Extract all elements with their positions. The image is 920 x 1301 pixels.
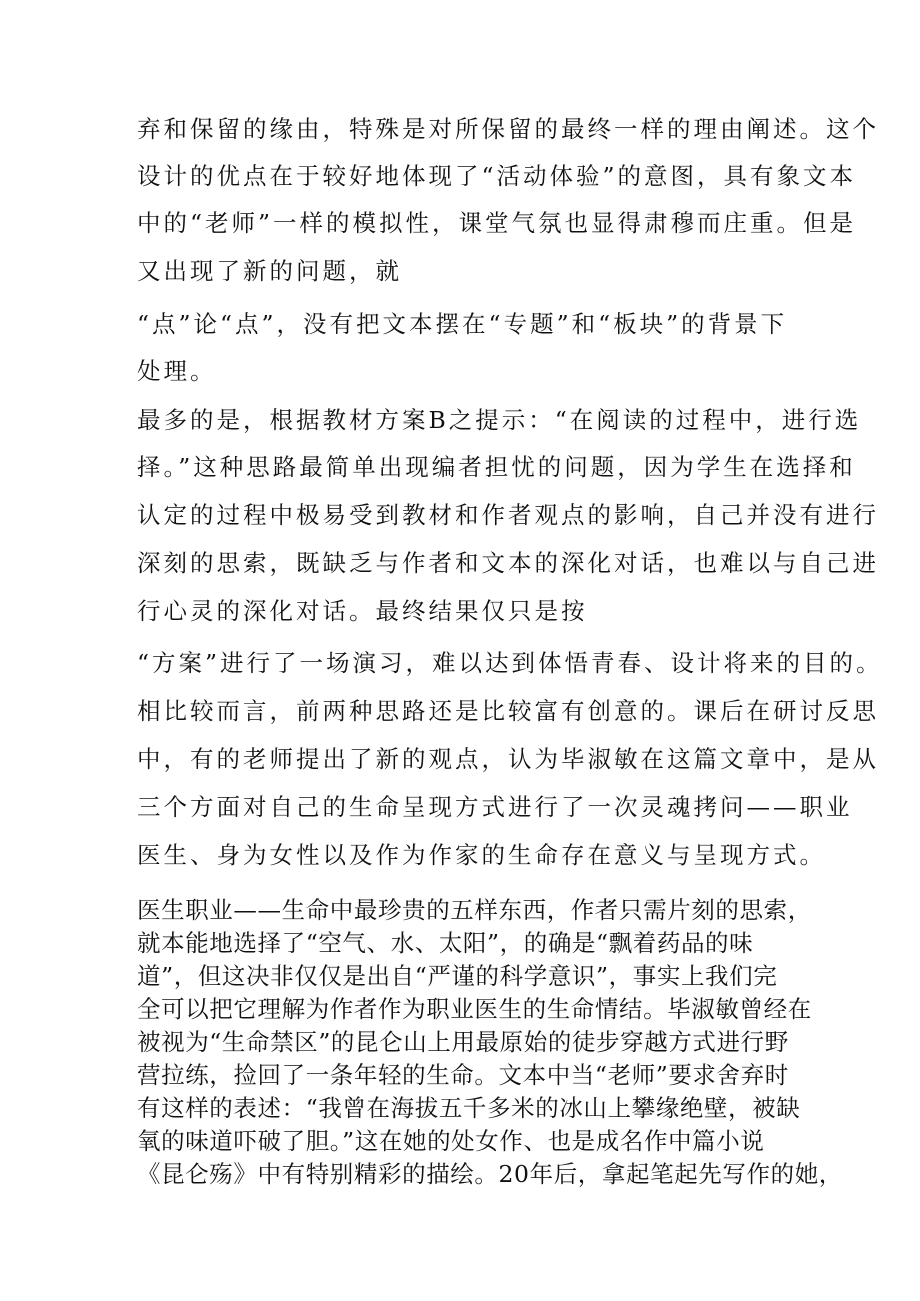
text-line: 最多的是，根据教材方案B之提示：“在阅读的过程中，进行选 (137, 406, 862, 434)
text-line: “点”论“点”，没有把文本摆在“专题”和“板块”的背景下 (137, 310, 788, 338)
text-line: “方案”进行了一场演习，难以达到体悟青春、设计将来的目的。 (137, 649, 883, 677)
text-line: 氧的味道吓破了胆。”这在她的处女作、也是成名作中篇小说 (137, 1127, 765, 1155)
text-line: 被视为“生命禁区”的昆仑山上用最原始的徒步穿越方式进行野 (137, 1028, 789, 1056)
text-line: 就本能地选择了“空气、水、太阳”，的确是“飘着药品的味 (137, 929, 754, 957)
text-line: 深刻的思索，既缺乏与作者和文本的深化对话，也难以与自己进 (137, 549, 879, 577)
text-line: 择。”这种思路最简单出现编者担忧的问题，因为学生在选择和 (137, 453, 856, 481)
text-line: 行心灵的深化对话。最终结果仅只是按 (137, 597, 588, 625)
text-line: 全可以把它理解为作者作为职业医生的生命情结。毕淑敏曾经在 (137, 995, 812, 1023)
text-line: 中的“老师”一样的模拟性，课堂气氛也显得肃穆而庄重。但是 (137, 209, 857, 237)
text-line: 有这样的表述：“我曾在海拔五千多米的冰山上攀缘绝壁，被缺 (137, 1094, 801, 1122)
text-line: 中，有的老师提出了新的观点，认为毕淑敏在这篇文章中，是从 (137, 745, 879, 773)
text-line: 三个方面对自己的生命呈现方式进行了一次灵魂拷问——职业 (137, 793, 853, 821)
text-line: 弃和保留的缘由，特殊是对所保留的最终一样的理由阐述。这个 (137, 115, 879, 143)
text-line: 医生、身为女性以及作为作家的生命存在意义与呈现方式。 (137, 841, 826, 869)
text-line: 设计的优点在于较好地体现了“活动体验”的意图，具有象文本 (137, 162, 857, 190)
text-line: 道”，但这决非仅仅是出自“严谨的科学意识”，事实上我们完 (137, 962, 778, 990)
text-line: 营拉练，捡回了一条年轻的生命。文本中当“老师”要求舍弃时 (137, 1061, 789, 1089)
text-line: 相比较而言，前两种思路还是比较富有创意的。课后在研讨反思 (137, 697, 879, 725)
text-line: 处理。 (137, 357, 217, 385)
text-line: 医生职业——生命中最珍贵的五样东西，作者只需片刻的思索， (137, 896, 812, 924)
text-line: 认定的过程中极易受到教材和作者观点的影响，自己并没有进行 (137, 501, 879, 529)
text-line: 《昆仑殇》中有特别精彩的描绘。20年后，拿起笔起先写作的她， (137, 1160, 843, 1188)
text-line: 又出现了新的问题，就 (137, 257, 402, 285)
